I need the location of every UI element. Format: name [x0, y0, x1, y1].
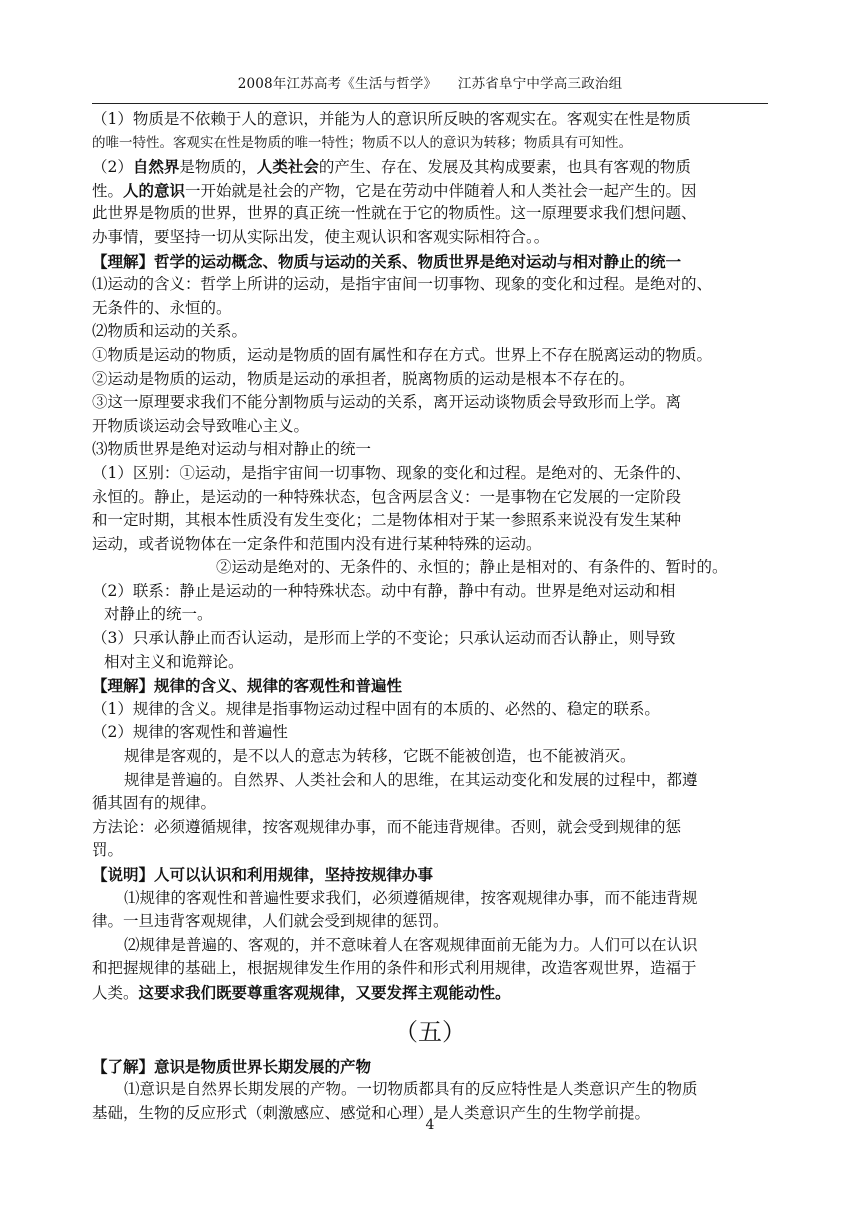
text-line: [92, 981, 768, 1005]
page-number: 4: [425, 1117, 435, 1133]
text-line: （1）物质是不依赖于人的意识，并能为人的意识所反映的客观实在。客观实在性是物质: [92, 110, 691, 128]
text-line: （1）区别：①运动，是指宇宙间一切事物、现象的变化和过程。是绝对的、无条件的、: [92, 463, 691, 482]
bold-term: 人的意识: [123, 180, 186, 200]
bold-term: 人类社会: [256, 157, 319, 177]
text-line: [92, 179, 768, 203]
text-line: （2）联系：静止是运动的一种特殊状态。动中有静，静中有动。世界是绝对运动和相: [92, 581, 676, 600]
text-line: （3）只承认静止而否认运动，是形而上学的不变论；只承认运动而否认静止，则导致: [92, 629, 676, 648]
text-line: 罚。: [92, 841, 124, 860]
text-line: 律。一旦违背客观规律，人们就会受到规律的惩罚。: [92, 912, 449, 931]
text-span: （2）: [92, 158, 133, 177]
text-line: ②运动是绝对的、无条件的、永恒的；静止是相对的、有条件的、暂时的。: [216, 558, 728, 577]
text-line: 无条件的、永恒的。: [92, 298, 232, 317]
text-line: ⑴规律的客观性和普遍性要求我们，必须遵循规律，按客观规律办事，而不能违背规: [124, 888, 698, 907]
page-header: 2008年江苏高考《生活与哲学》 江苏省阜宁中学高三政治组: [237, 76, 623, 92]
section-heading: 【理解】规律的含义、规律的客观性和普遍性: [92, 676, 403, 696]
text-line: ⑴运动的含义：哲学上所讲的运动，是指宇宙间一切事物、现象的变化和过程。是绝对的、: [92, 275, 713, 294]
text-line: 基础，生物的反应形式（刺激感应、感觉和心理）是人类意识产生的生物学前提。: [92, 1103, 651, 1122]
text-line: ②运动是物质的运动，物质是运动的承担者，脱离物质的运动是根本不存在的。: [92, 369, 635, 388]
bold-term: 这要求我们既要尊重客观规律，又要发挥主观能动性。: [138, 982, 511, 1002]
text-line: ⑶物质世界是绝对运动与相对静止的统一: [92, 440, 372, 459]
text-line: 和一定时期，其根本性质没有发生变化；二是物体相对于某一参照系来说没有发生某种: [92, 511, 682, 530]
text-line: 的唯一特性。客观实在性是物质的唯一特性；物质不以人的意识为转移；物质具有可知性。: [92, 134, 632, 151]
text-line: 方法论：必须遵循规律，按客观规律办事，而不能违背规律。否则，就会受到规律的惩: [92, 817, 682, 836]
text-line: 办事情，要坚持一切从实际出发，使主观认识和客观实际相符合。。: [92, 227, 550, 246]
text-line: ①物质是运动的物质，运动是物质的固有属性和存在方式。世界上不存在脱离运动的物质。: [92, 345, 713, 364]
text-line: 运动，或者说物体在一定条件和范围内没有进行某种特殊的运动。: [92, 534, 542, 553]
text-line: ③这一原理要求我们不能分割物质与运动的关系，离开运动谈物质会导致形而上学。离: [92, 393, 682, 412]
text-line: ⑵规律是普遍的、客观的，并不意味着人在客观规律面前无能为力。人们可以在认识: [124, 935, 698, 954]
text-line: 开物质谈运动会导致唯心主义。: [92, 416, 310, 435]
header-rule: [92, 103, 768, 104]
text-span: 性。: [92, 181, 124, 200]
text-line: 相对主义和诡辩论。: [104, 652, 244, 671]
text-line: 和把握规律的基础上，根据规律发生作用的条件和形式利用规律，改造客观世界，造福于: [92, 959, 697, 978]
text-line: 永恒的。静止，是运动的一种特殊状态，包含两层含义：一是事物在它发展的一定阶段: [92, 487, 682, 506]
text-line: 规律是普遍的。自然界、人类社会和人的思维，在其运动变化和发展的过程中，都遵: [124, 770, 698, 789]
section-heading: 【说明】人可以认识和利用规律，坚持按规律办事: [92, 865, 434, 884]
text-span: 是物质的，: [179, 158, 257, 177]
text-line: 规律是客观的，是不以人的意志为转移，它既不能被创造，也不能被消灭。: [124, 747, 636, 766]
text-span: 的产生、存在、发展及其构成要素，也具有客观的物质: [318, 158, 691, 177]
text-line: 循其固有的规律。: [92, 794, 217, 813]
text-line: 此世界是物质的世界，世界的真正统一性就在于它的物质性。这一原理要求我们想问题、: [92, 204, 697, 223]
document-body: [92, 108, 768, 1125]
section-title: （五）: [394, 1017, 466, 1046]
text-line: ⑴意识是自然界长期发展的产物。一切物质都具有的反应特性是人类意识产生的物质: [124, 1080, 698, 1099]
text-line: （1）规律的含义。规律是指事物运动过程中固有的本质的、必然的、稳定的联系。: [92, 699, 660, 718]
text-span: 人类。: [92, 983, 139, 1002]
text-span: 一开始就是社会的产物，它是在劳动中伴随着人和人类社会一起产生的。因: [185, 181, 697, 200]
section-heading: 【了解】意识是物质世界长期发展的产物: [92, 1056, 372, 1076]
text-line: ⑵物质和运动的关系。: [92, 322, 248, 341]
section-heading: 【理解】哲学的运动概念、物质与运动的关系、物质世界是绝对运动与相对静止的统一: [92, 251, 682, 271]
text-line: 对静止的统一。: [104, 605, 213, 624]
text-line: [92, 155, 768, 179]
bold-term: 自然界: [132, 157, 180, 177]
text-line: （2）规律的客观性和普遍性: [92, 723, 288, 742]
